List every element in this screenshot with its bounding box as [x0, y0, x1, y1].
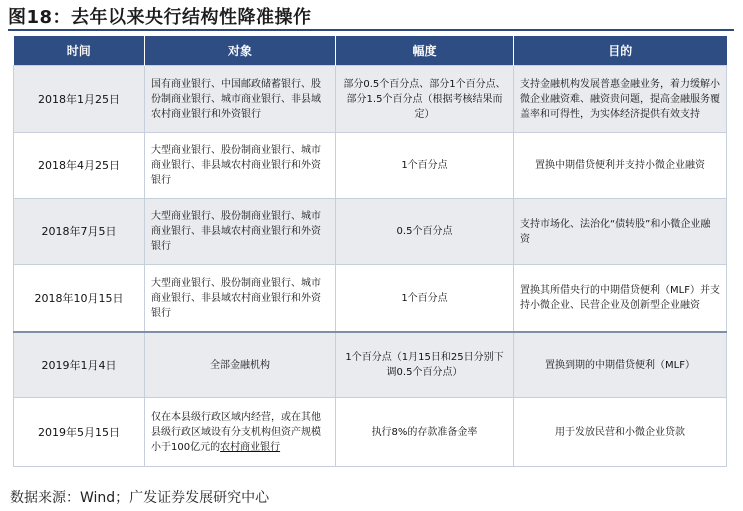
cell-target: 大型商业银行、股份制商业银行、城市商业银行、非县域农村商业银行和外资银行 [145, 133, 336, 199]
rrr-cut-table [13, 36, 727, 467]
cell-time: 2019年1月4日 [14, 332, 145, 398]
source-note: 数据来源：Wind；广发证券发展研究中心 [10, 490, 270, 506]
cell-time: 2018年7月5日 [14, 199, 145, 265]
cell-purpose: 置换到期的中期借贷便利（MLF） [514, 332, 727, 398]
cell-time: 2018年1月25日 [14, 66, 145, 133]
title-divider [8, 29, 734, 31]
cell-scale: 1个百分点 [336, 265, 514, 333]
figure-title: 图18：去年以来央行结构性降准操作 [8, 7, 312, 28]
header-time: 时间 [14, 36, 145, 66]
cell-time: 2019年5月15日 [14, 398, 145, 467]
cell-target-underlined: 农村商业银行 [220, 441, 281, 453]
table-row [14, 199, 727, 265]
cell-purpose: 置换中期借贷便利并支持小微企业融资 [514, 133, 727, 199]
cell-target-text: 仅在本县级行政区域内经营，或在其他县级行政区域设有分支机构但资产规模小于100亿元的 [151, 411, 321, 453]
table-row [14, 332, 727, 398]
cell-time: 2018年4月25日 [14, 133, 145, 199]
header-target: 对象 [145, 36, 336, 66]
table-row [14, 265, 727, 333]
table-row [14, 398, 727, 467]
cell-target: 大型商业银行、股份制商业银行、城市商业银行、非县域农村商业银行和外资银行 [145, 199, 336, 265]
cell-purpose: 置换其所借央行的中期借贷便利（MLF）并支持小微企业、民营企业及创新型企业融资 [514, 265, 727, 333]
cell-purpose: 支持金融机构发展普惠金融业务，着力缓解小微企业融资难、融资贵问题，提高金融服务覆盖率和可得性，为实体经济提供有效支持 [514, 66, 727, 133]
cell-scale: 1个百分点（1月15日和25日分别下调0.5个百分点） [336, 332, 514, 398]
cell-scale: 部分0.5个百分点、部分1个百分点、部分1.5个百分点（根据考核结果而定） [336, 66, 514, 133]
table-row [14, 133, 727, 199]
cell-target: 大型商业银行、股份制商业银行、城市商业银行、非县域农村商业银行和外资银行 [145, 265, 336, 333]
cell-scale: 0.5个百分点 [336, 199, 514, 265]
cell-target: 国有商业银行、中国邮政储蓄银行、股份制商业银行、城市商业银行、非县域农村商业银行和外资银行 [145, 66, 336, 133]
header-purpose: 目的 [514, 36, 727, 66]
cell-target: 全部金融机构 [145, 332, 336, 398]
cell-purpose: 用于发放民营和小微企业贷款 [514, 398, 727, 467]
cell-time: 2018年10月15日 [14, 265, 145, 333]
cell-target [145, 398, 336, 467]
header-scale: 幅度 [336, 36, 514, 66]
cell-scale: 执行8%的存款准备金率 [336, 398, 514, 467]
cell-scale: 1个百分点 [336, 133, 514, 199]
cell-purpose: 支持市场化、法治化“债转股”和小微企业融资 [514, 199, 727, 265]
table-header-row [14, 36, 727, 66]
table-row [14, 66, 727, 133]
